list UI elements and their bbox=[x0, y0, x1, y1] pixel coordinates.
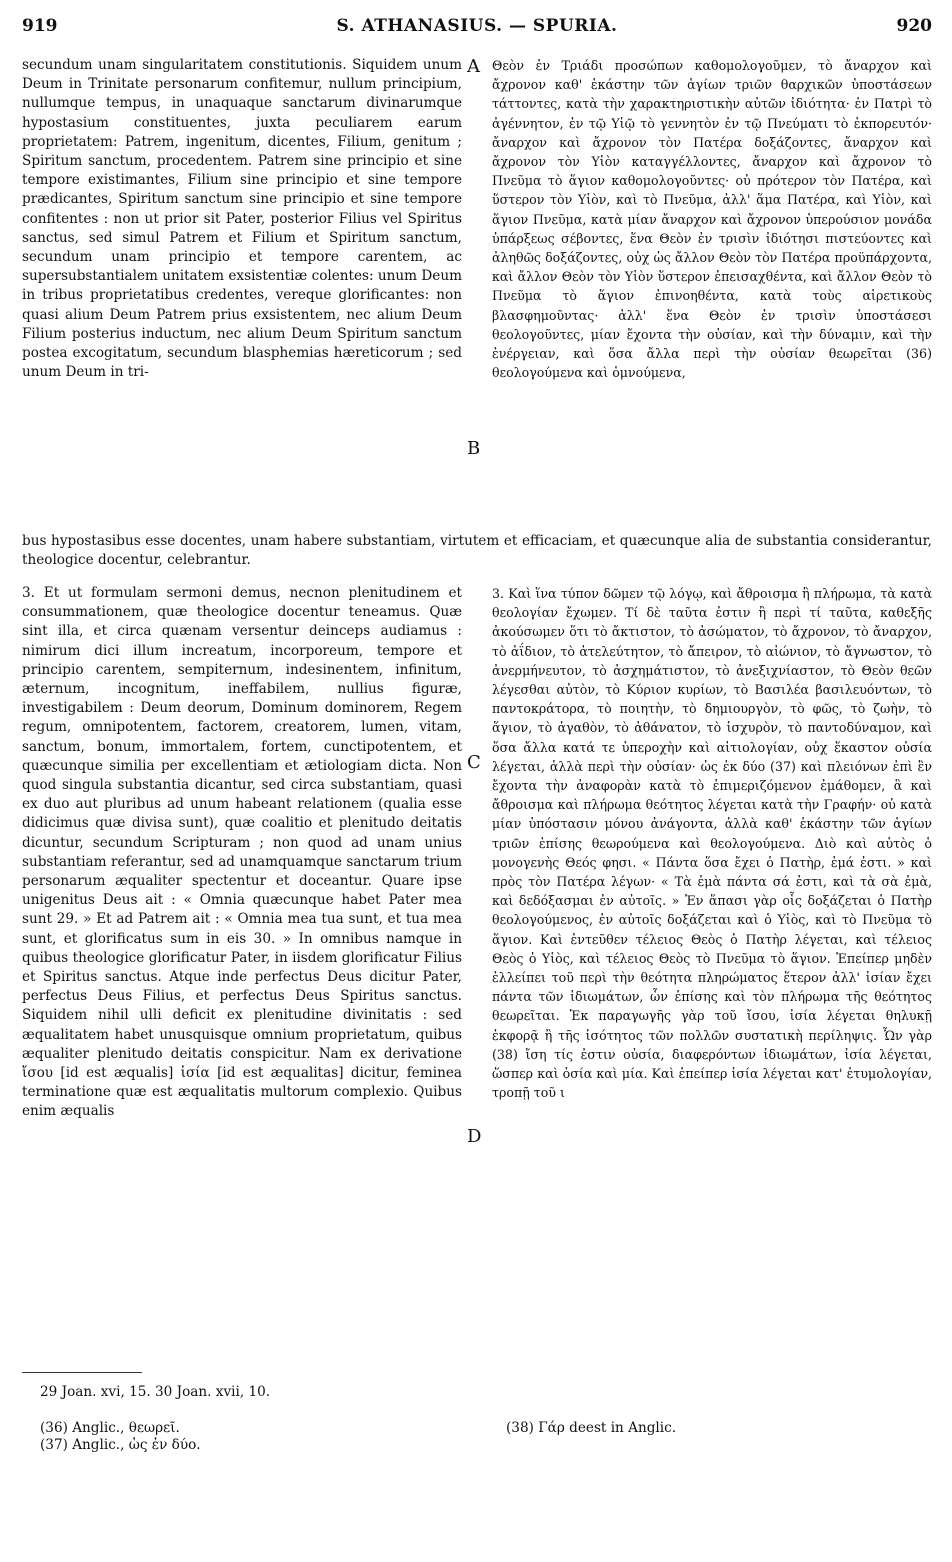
latin-text-top: secundum unam singularitatem constitutionis. Siquidem unum Deum in Trinitate personarum confitemur, nullum principium, nullumque tempus, in unaquaque sanctarum divinarumque hypostasium constituentes, juxta peculiarem earum proprietatem: Patrem, ingenitum, dicentes, Filium, genitum ; Spiritum sanctum, procedentem. Patrem sine principio et sine tempore existimantes, Filium sine principio et sine tempore prædicantes, Spiritum sanctum sine principio et sine tempore confitentes : non ut prior sit Pater, posterior Filius vel Spiritus sanctus, sed simul Patrem et Filium et Spiritum sanctum, secundum unam principio et tempore carentem, ac supersubstantialem unitatem exsistentiæ colentes: unum Deum in tribus proprietatibus credentes, vereque glorificantes: non quasi alium Deum Patrem prius exsistentem, nec alium Deum Filium posterius inductum, nec alium Deum Spiritum sanctum postea excogitatum, secundum blasphemias hæreticorum ; sed unum Deum in tri- bbox=[22, 57, 462, 381]
footnote-rule bbox=[22, 1372, 142, 1373]
page-number-left: 919 bbox=[22, 16, 58, 36]
page-header bbox=[22, 16, 932, 44]
margin-marker-b: B bbox=[467, 438, 481, 459]
latin-text-full-width: bus hypostasibus esse docentes, unam habere substantiam, virtutem et efficaciam, et quæcunque alia de substantia considerantur, theologice docentur, celebrantur. bbox=[22, 533, 932, 569]
margin-marker-a: A bbox=[467, 56, 480, 77]
latin-text-bottom: 3. Et ut formulam sermoni demus, necnon plenitudinem et consummationem, quæ theologice docentur teneamus. Quæ sint illa, et circa quænam versentur deinceps audiamus : nimirum dici illum increatum, incorporeum, tempore et principio carentem, sempiternum, indesinentem, infinitum, æternum, incognitum, ineffabilem, nullius figuræ, investigabilem : Deum deorum, Dominum dominorem, Regem regum, omnipotentem, factorem, creatorem, lumen, vitam, sanctum, bonum, immortalem, fortem, cunctipotentem, et quæcunque similia per excellentiam et ætiologiam dicta. Non quod singula substantia dicantur, sed circa substantiam, quasi ex duo aut pluribus ad unum habeant relationem (qualia esse didicimus quæ divisa sunt), quæ coalitio et plenitudo deitatis dicuntur, secundum Scripturam ; non quod ad unam unius substantiam referantur, sed ad unamquamque sanctarum trium personarum æqualiter spectentur et doceantur. Quare ipse unigenitus Deus ait : « Omnia quæcunque habet Pater mea sunt 29. » Et ad Patrem ait : « Omnia mea tua sunt, et tua mea sunt, et glorificatus sum in eis 30. » In omnibus namque in quibus theologice glorificatur Pater, in iisdem glorificatur Filius et Spiritus sanctus. Atque inde perfectus Deus dicitur Pater, perfectus Deus Filius, et perfectus Deus Spiritus sanctus. Siquidem nihil ulli deficit ex plenitudine divinitatis : sed æqualitatem habet unusquisque omnium proprietatum, quibus æqualiter plenitudo deitatis conspicitur. Nam ex derivatione ἴσου [id est æqualis] ἰσία [id est æqualitas] dicitur, feminea terminatione quæ est æqualitatis multorum complexio. Quibus enim æqualis bbox=[22, 585, 462, 1120]
variant-notes-right bbox=[506, 1420, 676, 1437]
margin-marker-d: D bbox=[467, 1126, 482, 1147]
variant-notes-left bbox=[40, 1420, 201, 1454]
page-number-right: 920 bbox=[896, 16, 932, 36]
margin-marker-c: C bbox=[467, 752, 481, 773]
greek-text-top: Θεὸν ἐν Τριάδι προσώπων καθομολογοῦμεν, τὸ ἄναρχον καὶ ἄχρονον καθ' ἑκάστην τῶν ἁγίων τριῶν θαρχικῶν ὑποστάσεων τάττοντες, κατὰ τὴν χαρακτηριστικὴν αὐτῶν ἰδιότητα· ἐν Πατρὶ τὸ ἀγέννητον, ἐν τῷ Υἱῷ τὸ γεννητὸν ἐν τῷ Πνεύματι τὸ ἐκπορευτόν· ἄναρχον καὶ ἄχρονον τὸν Πατέρα δοξάζοντες, ἄναρχον καὶ ἄχρονον τὸν Υἱὸν καταγγέλλοντες, ἄναρχον καὶ ἄχρονον τὸ Πνεῦμα τὸ ἅγιον καθομολογοῦντες· οὐ πρότερον τὸν Πατέρα, καὶ ὕστερον τὸν Υἱὸν, καὶ τὸ Πνεῦμα, ἀλλ' ἅμα Πατέρα, καὶ Υἱὸν, καὶ ἅγιον Πνεῦμα, κατὰ μίαν ἄναρχον καὶ ἄχρονον ὑπερούσιον μονάδα ὑπάρξεως σέβοντες, ἕνα Θεὸν ἐν τρισὶν ἰδιότησι πιστεύοντες καὶ ἀληθῶς δοξάζοντες, οὐχ ὡς ἄλλον Θεὸν τὸν Πατέρα προϋπάρχοντα, καὶ ἄλλον Θεὸν τὸν Υἱὸν ὕστερον ἐπεισαχθέντα, καὶ ἄλλον Θεὸν τὸ Πνεῦμα τὸ ἅγιον ἐπινοηθέντα, κατὰ τοὺς αἱρετικοὺς βλασφημοῦντας· ἀλλ' ἕνα Θεὸν ἐν τρισὶν ὑποστάσεσι θεολογοῦντες, μίαν ἔχοντα τὴν οὐσίαν, καὶ τὴν δύναμιν, καὶ τὴν ἐνέργειαν, καὶ ὅσα ἄλλα περὶ τὴν οὐσίαν θεωρεῖται (36) θεολογούμενα καὶ ὁμνούμενα, bbox=[492, 58, 932, 381]
variant-note: (38) Γάρ deest in Anglic. bbox=[506, 1420, 677, 1436]
variant-note: (37) Anglic., ὡς ἐν δύο. bbox=[40, 1437, 201, 1453]
greek-text-bottom: 3. Καὶ ἵνα τύπον δῶμεν τῷ λόγῳ, καὶ ἄθροισμα ἢ πλήρωμα, τὰ κατὰ θεολογίαν ἔχωμεν. Τί δὲ ταῦτα ἐστιν ἢ περὶ τί ταῦτα, καθεξῆς ἀκούσωμεν ὅτι τὸ ἄκτιστον, τὸ ἀσώματον, τὸ ἄχρονον, τὸ ἄναρχον, τὸ ἀΐδιον, τὸ ἀτελεύτητον, τὸ ἄπειρον, τὸ αἰώνιον, τὸ ἄγνωστον, τὸ ἀνερμήνευτον, τὸ ἀσχημάτιστον, τὸ ἀνεξιχνίαστον, τὸ Θεὸν θεῶν λέγεσθαι αὐτὸν, τὸ Κύριον κυρίων, τὸ Βασιλέα βασιλευόντων, τὸ παντοκράτορα, τὸ ποιητὴν, τὸ δημιουργὸν, τὸ φῶς, τὸ ζωὴν, τὸ ἅγιον, τὸ ἀγαθὸν, τὸ ἀθάνατον, τὸ ἰσχυρὸν, τὸ παντοδύναμον, καὶ ὅσα ἄλλα κατά τε ὑπεροχὴν καὶ αἰτιολογίαν, οὐχ ἕκαστον οὐσία λέγεται, ἀλλὰ περὶ τὴν οὐσίαν· ὡς ἐκ δύο (37) καὶ πλειόνων ἐπὶ ἓν ἔχοντα τὴν ἀναφορὰν κατὰ τὸ ἐπιμεριζόμενον ἐμάθομεν, ἃ καὶ ἄθροισμα καὶ πλήρωμα θεότητος λέγεται κατὰ τὴν Γραφήν· οὐ κατὰ μίαν ὑπόστασιν μόνου ἀνάγοντα, ἀλλὰ καθ' ἑκάστην τῶν ἁγίων τριῶν ἐπίσης θεωρούμενα καὶ θεολογούμενα. Διὸ καὶ αὐτὸς ὁ μονογενὴς Θεός φησι. « Πάντα ὅσα ἔχει ὁ Πατὴρ, ἐμά ἐστι. » καὶ πρὸς τὸν Πατέρα λέγων· « Τὰ ἐμὰ πάντα σά ἐστι, καὶ τὰ σὰ ἐμὰ, καὶ δεδόξασμαι ἐν αὐτοῖς. » Ἐν ἅπασι γὰρ οἷς δοξάζεται ὁ Πατὴρ θεολογούμενος, ἐν αὐτοῖς δοξάζεται καὶ ὁ Υἱὸς, καὶ τὸ Πνεῦμα τὸ ἅγιον. Καὶ ἐντεῦθεν τέλειος Θεὸς ὁ Πατὴρ λέγεται, καὶ τέλειος Θεὸς ὁ Υἱὸς, καὶ τέλειος Θεὸς τὸ Πνεῦμα τὸ ἅγιον. Ἐπείπερ μηδὲν ἐλλείπει τοῦ περὶ τὴν θεότητα πληρώματος ἕτερον ἀλλ' ἰσίαν ἔχει πάντα τῶν ἰδιωμάτων, ὧν ἐπίσης καὶ τὸν πλήρωμα τῆς θεότητος θεωρεῖται. Ἐκ παραγωγῆς γὰρ τοῦ ἴσου, ἰσία λέγεται θηλυκῇ ἐκφορᾷ ἢ τῆς ἰσότητος τῶν πολλῶν συστατικὴ περίληψις. Ὧν γὰρ (38) ἴση τίς ἐστιν οὐσία, διαφερόντων ἰδιωμάτων, ἰσία λέγεται, ὥσπερ καὶ ὁσία καὶ μία. Καὶ ἐπείπερ ἰσία λέγεται κατ' ἐτυμολογίαν, τροπῇ τοῦ ι bbox=[492, 586, 932, 1101]
variant-note: (36) Anglic., θεωρεῖ. bbox=[40, 1420, 180, 1436]
running-title: S. ATHANASIUS. — SPURIA. bbox=[336, 16, 618, 36]
scripture-footnotes: 29 Joan. xvi, 15. 30 Joan. xvii, 10. bbox=[40, 1384, 271, 1400]
